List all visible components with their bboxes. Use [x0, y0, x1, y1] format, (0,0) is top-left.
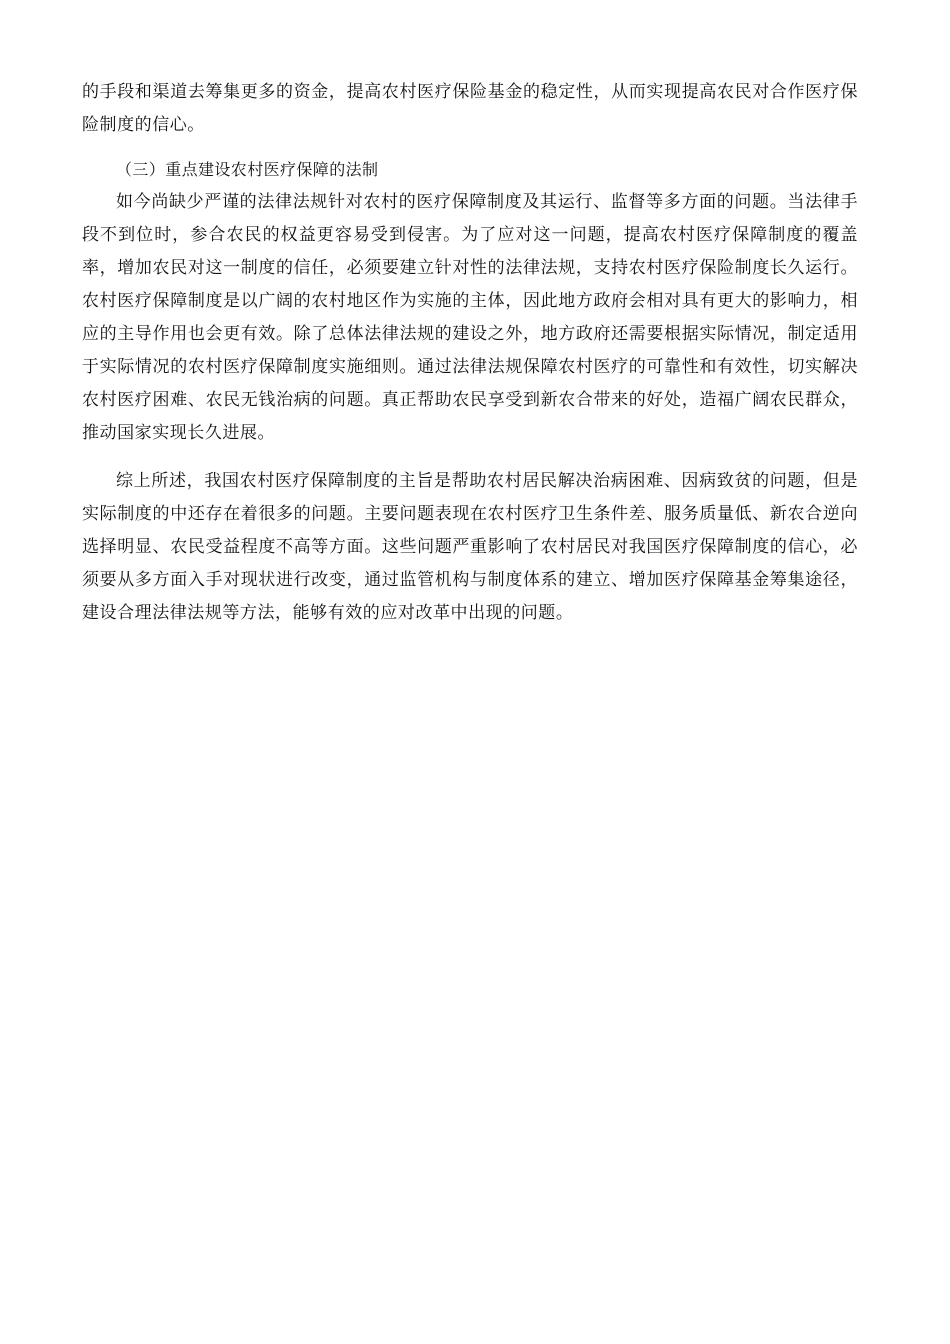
section-heading: （三）重点建设农村医疗保障的法制: [116, 160, 379, 179]
paragraph-law: 如今尚缺少严谨的法律法规针对农村的医疗保障制度及其运行、监督等多方面的问题。当法律手段不到位时，参合农民的权益更容易受到侵害。为了应对这一问题，提高农村医疗保障制度的覆盖率，增加农民对这一制度的信任，必须要建立针对性的法律法规，支持农村医疗保险制度长久运行。农村医疗保障制度是以广阔的农村地区作为实施的主体，因此地方政府会相对具有更大的影响力，相应的主导作用也会更有效。除了总体法律法规的建设之外，地方政府还需要根据实际情况，制定适用于实际情况的农村医疗保障制度实施细则。通过法律法规保障农村医疗的可靠性和有效性，切实解决农村医疗困难、农民无钱治病的问题。真正帮助农民享受到新农合带来的好处，造福广阔农民群众，推动国家实现长久进展。: [82, 192, 858, 443]
document-body: [82, 76, 858, 630]
continuation-paragraph: 的手段和渠道去筹集更多的资金，提高农村医疗保险基金的稳定性，从而实现提高农民对合作医疗保险制度的信心。: [82, 82, 858, 135]
paragraph-conclusion: 综上所述，我国农村医疗保障制度的主旨是帮助农村居民解决治病困难、因病致贫的问题，但是实际制度的中还存在着很多的问题。主要问题表现在农村医疗卫生条件差、服务质量低、新农合逆向选择明显、农民受益程度不高等方面。这些问题严重影响了农村居民对我国医疗保障制度的信心，必须要从多方面入手对现状进行改变，通过监管机构与制度体系的建立、增加医疗保障基金筹集途径，建设合理法律法规等方法，能够有效的应对改革中出现的问题。: [82, 471, 858, 623]
